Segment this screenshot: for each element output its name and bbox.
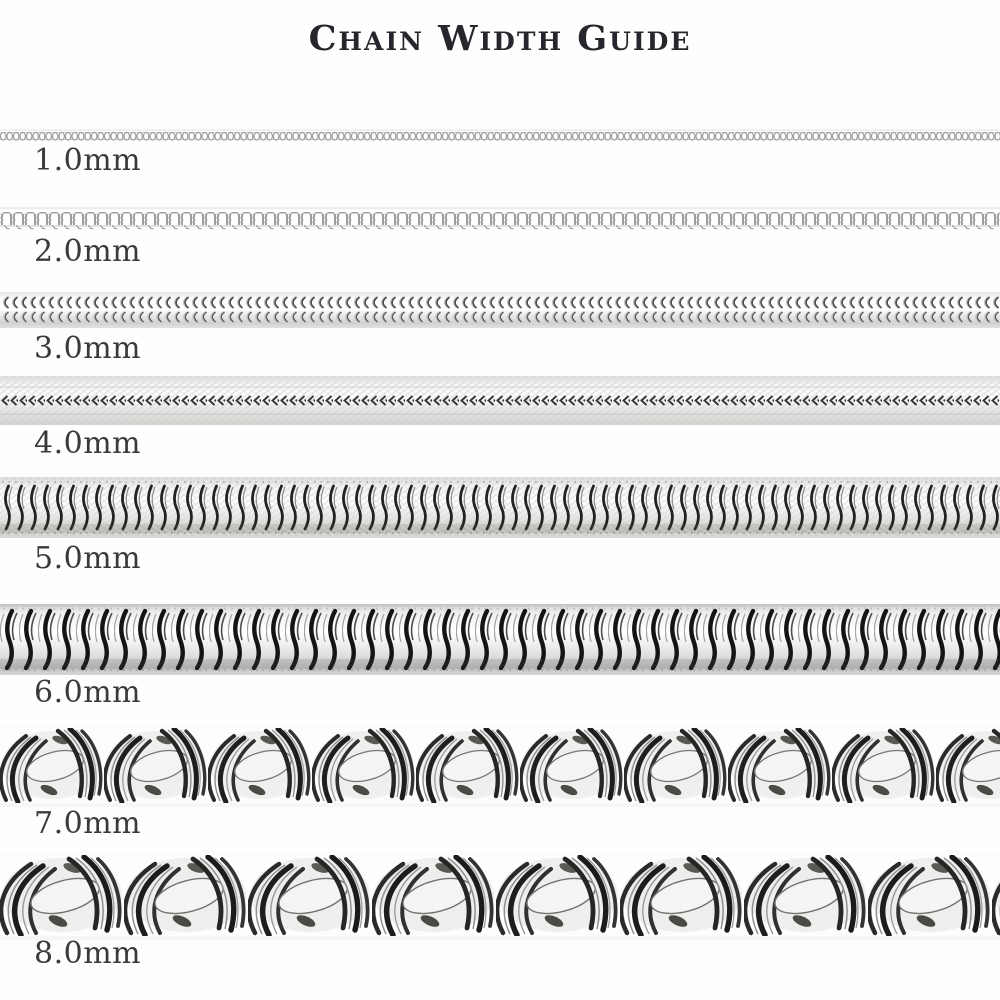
width-label-1mm: 1.0mm — [34, 143, 142, 178]
chain-image-2mm box-chain-icon — [0, 207, 1000, 232]
width-label-8mm: 8.0mm — [34, 936, 142, 971]
chain-image-8mm rope-chain-icon — [0, 851, 1000, 940]
width-label-7mm: 7.0mm — [34, 806, 142, 841]
width-label-5mm: 5.0mm — [34, 541, 142, 576]
width-label-3mm: 3.0mm — [34, 331, 142, 366]
chain-image-1mm box-chain-icon — [0, 129, 1000, 143]
chain-image-7mm rope-chain-icon — [0, 724, 1000, 807]
chain-image-3mm snake-chain-icon — [0, 292, 1000, 328]
chain-image-5mm snake-chain-icon — [0, 477, 1000, 538]
chain-image-6mm snake-chain-icon — [0, 604, 1000, 675]
chain-image-4mm snake-chain-icon — [0, 376, 1000, 425]
width-label-2mm: 2.0mm — [34, 234, 142, 269]
width-label-4mm: 4.0mm — [34, 426, 142, 461]
page-title: Chain Width Guide — [308, 18, 692, 59]
width-label-6mm: 6.0mm — [34, 675, 142, 710]
